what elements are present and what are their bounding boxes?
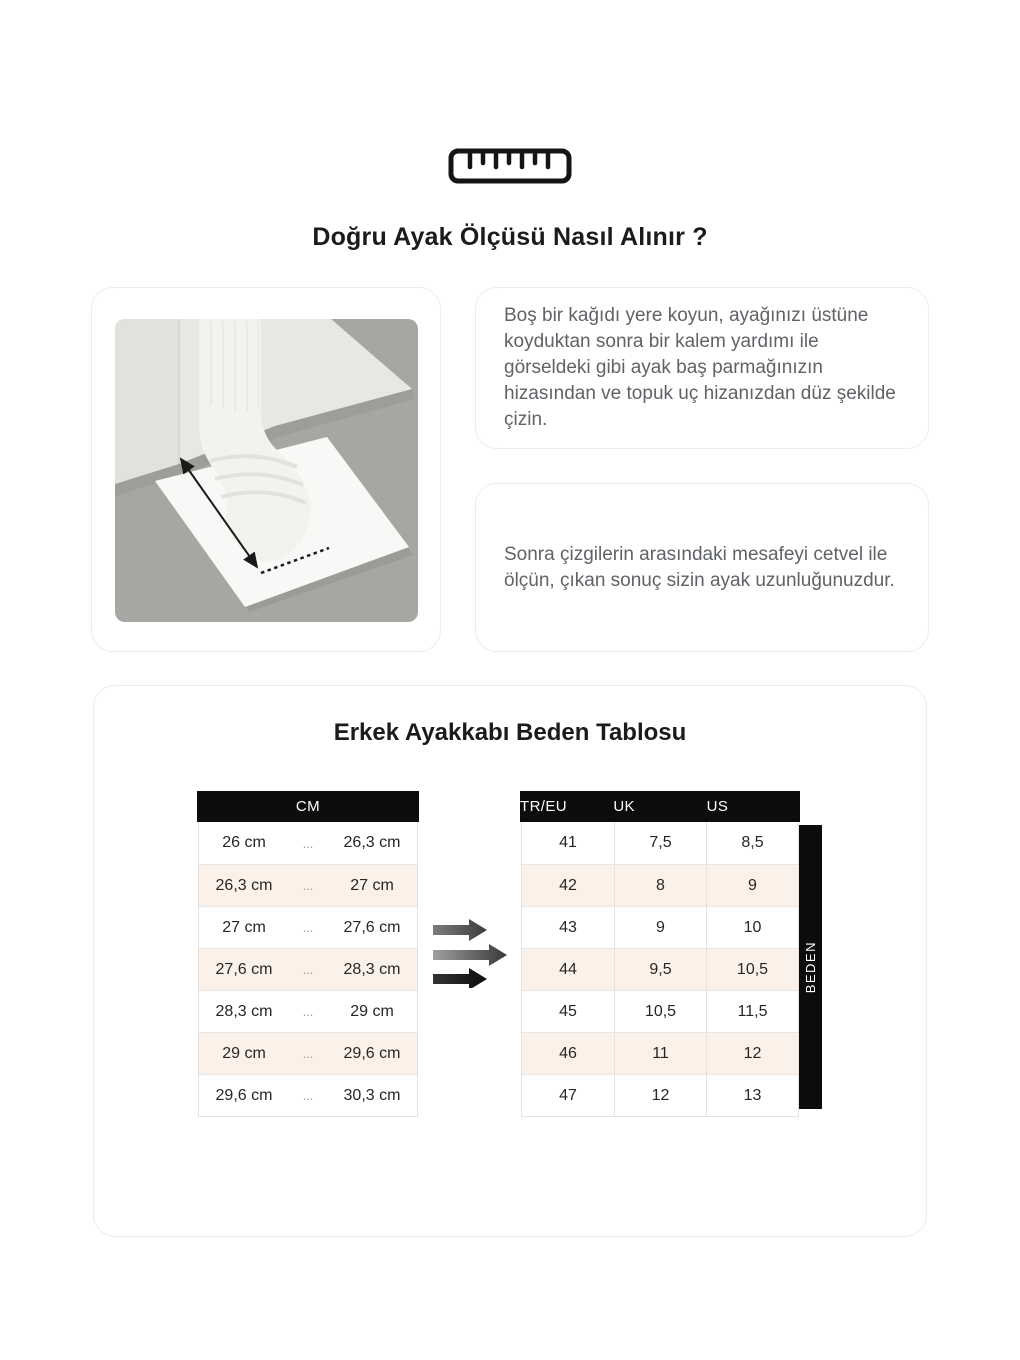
instruction-step1-text: Boş bir kağıdı yere koyun, ayağınızı üstüne koyduktan sonra bir kalem yardımı ile görseldeki gibi ayak baş parmağınızın hizasından ve topuk uç hizanızdan düz şekilde çizin. xyxy=(504,305,896,430)
size-conversion-table-wrap xyxy=(521,791,822,1117)
table-row: 47 12 13 xyxy=(522,1074,798,1116)
ruler-icon xyxy=(448,148,572,184)
table-row: 43 9 10 xyxy=(522,906,798,948)
header-us: US xyxy=(706,798,729,815)
table-row: 44 9,5 10,5 xyxy=(522,948,798,990)
range-dots: ... xyxy=(302,1046,314,1061)
size-conversion-table xyxy=(521,791,799,1117)
instruction-cards xyxy=(475,287,929,652)
foot-measurement-photo xyxy=(115,319,418,622)
instruction-step2-card xyxy=(475,483,929,652)
conversion-arrows-icon xyxy=(431,918,507,993)
range-dots: ... xyxy=(302,835,314,851)
size-table-header xyxy=(520,791,800,822)
range-dots: ... xyxy=(302,1088,314,1103)
range-dots: ... xyxy=(302,962,314,977)
table-row: 29 cm ... 29,6 cm xyxy=(199,1032,417,1074)
table-row: 27,6 cm ... 28,3 cm xyxy=(199,948,417,990)
hero-section xyxy=(0,0,1020,252)
instruction-step2-text: Sonra çizgilerin arasındaki mesafeyi cetvel ile ölçün, çıkan sonuç sizin ayak uzunluğunuzdur. xyxy=(504,543,895,591)
table-row: 28,3 cm ... 29 cm xyxy=(199,990,417,1032)
size-chart-title: Erkek Ayakkabı Beden Tablosu xyxy=(333,719,687,746)
table-row: 41 7,5 8,5 xyxy=(522,822,798,864)
foot-measure-photo-card xyxy=(91,287,441,652)
range-dots: ... xyxy=(302,878,314,893)
cm-table xyxy=(198,791,418,1117)
size-chart-card xyxy=(93,685,927,1237)
table-row: 46 11 12 xyxy=(522,1032,798,1074)
beden-side-label: BEDEN xyxy=(799,825,822,1109)
header-uk: UK xyxy=(613,798,635,815)
table-row: 42 8 9 xyxy=(522,864,798,906)
range-dots: ... xyxy=(302,1004,314,1019)
cm-table-header: CM xyxy=(197,791,419,822)
table-row: 26 cm ... 26,3 cm xyxy=(222,834,401,851)
page-title: Doğru Ayak Ölçüsü Nasıl Alınır ? xyxy=(312,223,708,251)
size-chart-tables xyxy=(94,791,926,1117)
range-dots: ... xyxy=(302,920,314,935)
table-row: 27 cm ... 27,6 cm xyxy=(199,906,417,948)
table-row: 45 10,5 11,5 xyxy=(522,990,798,1032)
table-row: 26,3 cm ... 27 cm xyxy=(199,864,417,906)
instruction-step1-card xyxy=(475,287,929,449)
instructions-section xyxy=(91,287,929,652)
header-tr-eu: TR/EU xyxy=(520,798,567,815)
table-row: 29,6 cm ... 30,3 cm xyxy=(199,1074,417,1116)
